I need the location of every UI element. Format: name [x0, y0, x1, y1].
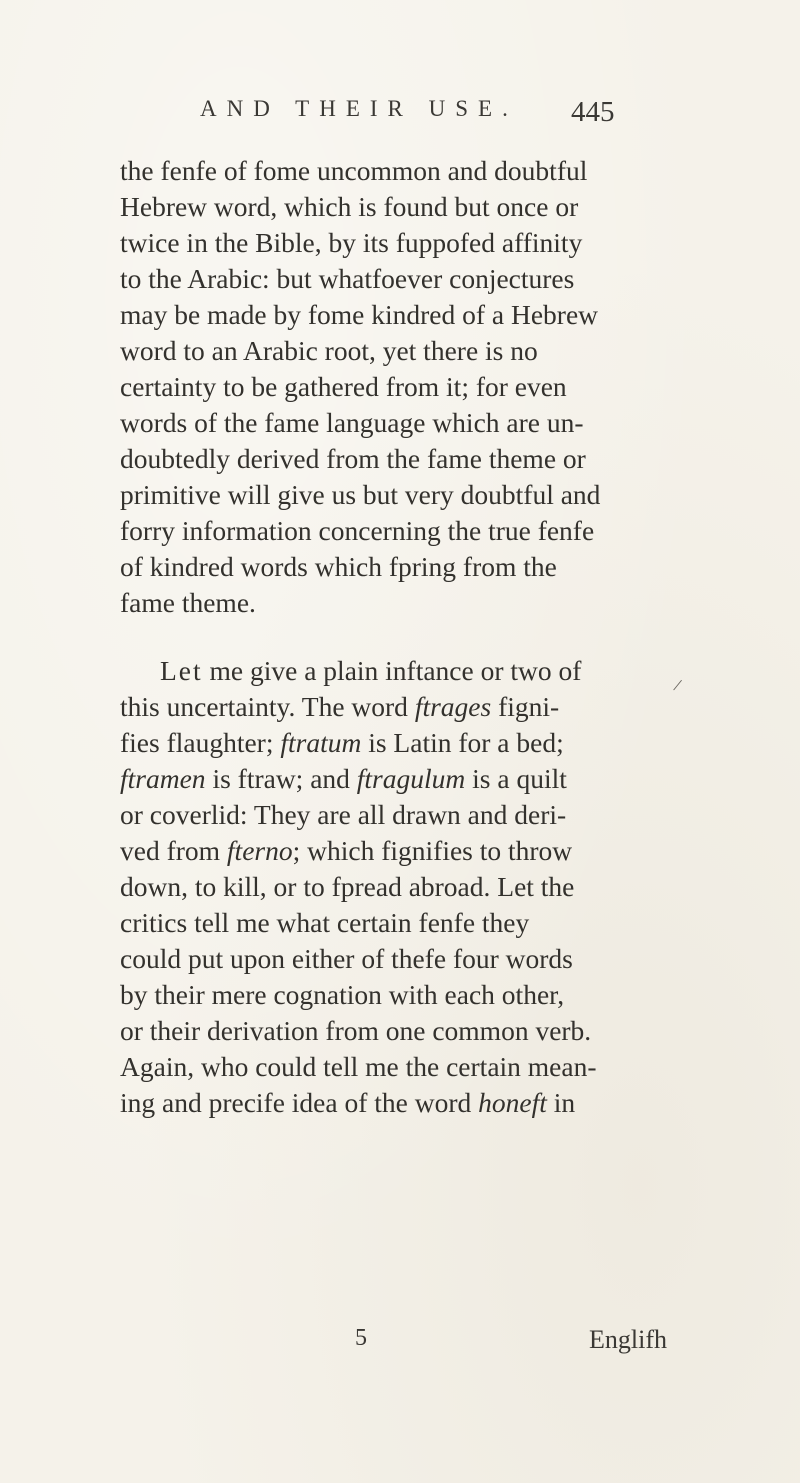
text-span: is ftraw; and	[205, 763, 357, 794]
italic-word: ftratum	[280, 727, 362, 758]
text-line	[120, 762, 567, 796]
italic-word: ftrages	[414, 691, 492, 722]
catchword: Englifh	[589, 1325, 667, 1354]
text-line: critics tell me what certain fenfe they	[120, 907, 530, 938]
text-line: forry information concerning the true fenfe	[120, 515, 595, 546]
text-line: doubtedly derived from the fame theme or	[120, 443, 586, 474]
text-span: ; which fignifies to throw	[292, 835, 573, 866]
text-line: of kindred words which fpring from the	[120, 551, 557, 582]
text-line: certainty to be gathered from it; for even	[120, 371, 567, 402]
text-line	[120, 1086, 575, 1120]
text-line: word to an Arabic root, yet there is no	[120, 335, 538, 366]
text-span: figni-	[491, 691, 560, 722]
running-head: AND THEIR USE.	[200, 96, 518, 121]
text-line	[160, 654, 581, 688]
lead-word: Let	[160, 655, 203, 686]
text-line: twice in the Bible, by its fuppofed affinity	[120, 227, 583, 258]
text-span: me give a plain inftance or two of	[202, 655, 582, 686]
text-line: could put upon either of thefe four words	[120, 943, 573, 974]
text-line: by their mere cognation with each other,	[120, 979, 565, 1010]
text-line: down, to kill, or to fpread abroad. Let the	[120, 871, 575, 902]
text-span: ing and precife idea of the word	[120, 1087, 479, 1118]
text-span: this uncertainty.	[120, 691, 296, 722]
text-line	[120, 690, 559, 724]
text-line: may be made by fome kindred of a Hebrew	[120, 299, 599, 330]
text-line: the fenfe of fome uncommon and doubtful	[120, 155, 588, 186]
text-span: fies flaughter;	[120, 727, 281, 758]
text-line: primitive will give us but very doubtful and	[120, 479, 601, 510]
text-span: is a quilt	[465, 763, 567, 794]
text-line: Hebrew word, which is found but once or	[120, 191, 579, 222]
signature-mark: 5	[355, 1325, 367, 1351]
text-line	[120, 834, 572, 868]
italic-word: ftragulum	[356, 763, 466, 794]
text-span: is Latin for a bed;	[361, 727, 564, 758]
page-number: 445	[571, 96, 615, 128]
italic-word: fterno	[226, 835, 293, 866]
text-line: to the Arabic: but whatfoever conjectures	[120, 263, 575, 294]
text-line: fame theme.	[120, 587, 256, 618]
text-line: or coverlid: They are all drawn and deri-	[120, 799, 567, 830]
text-line	[120, 726, 564, 760]
text-span: The word	[295, 691, 415, 722]
margin-mark: /	[671, 674, 684, 696]
text-line: or their derivation from one common verb.	[120, 1015, 592, 1046]
text-line: Again, who could tell me the certain mean-	[120, 1051, 597, 1082]
text-span: in	[546, 1087, 576, 1118]
italic-word: ftramen	[120, 763, 206, 794]
text-line: words of the fame language which are un-	[120, 407, 584, 438]
text-span: ved from	[120, 835, 227, 866]
italic-word: honeft	[478, 1087, 547, 1118]
